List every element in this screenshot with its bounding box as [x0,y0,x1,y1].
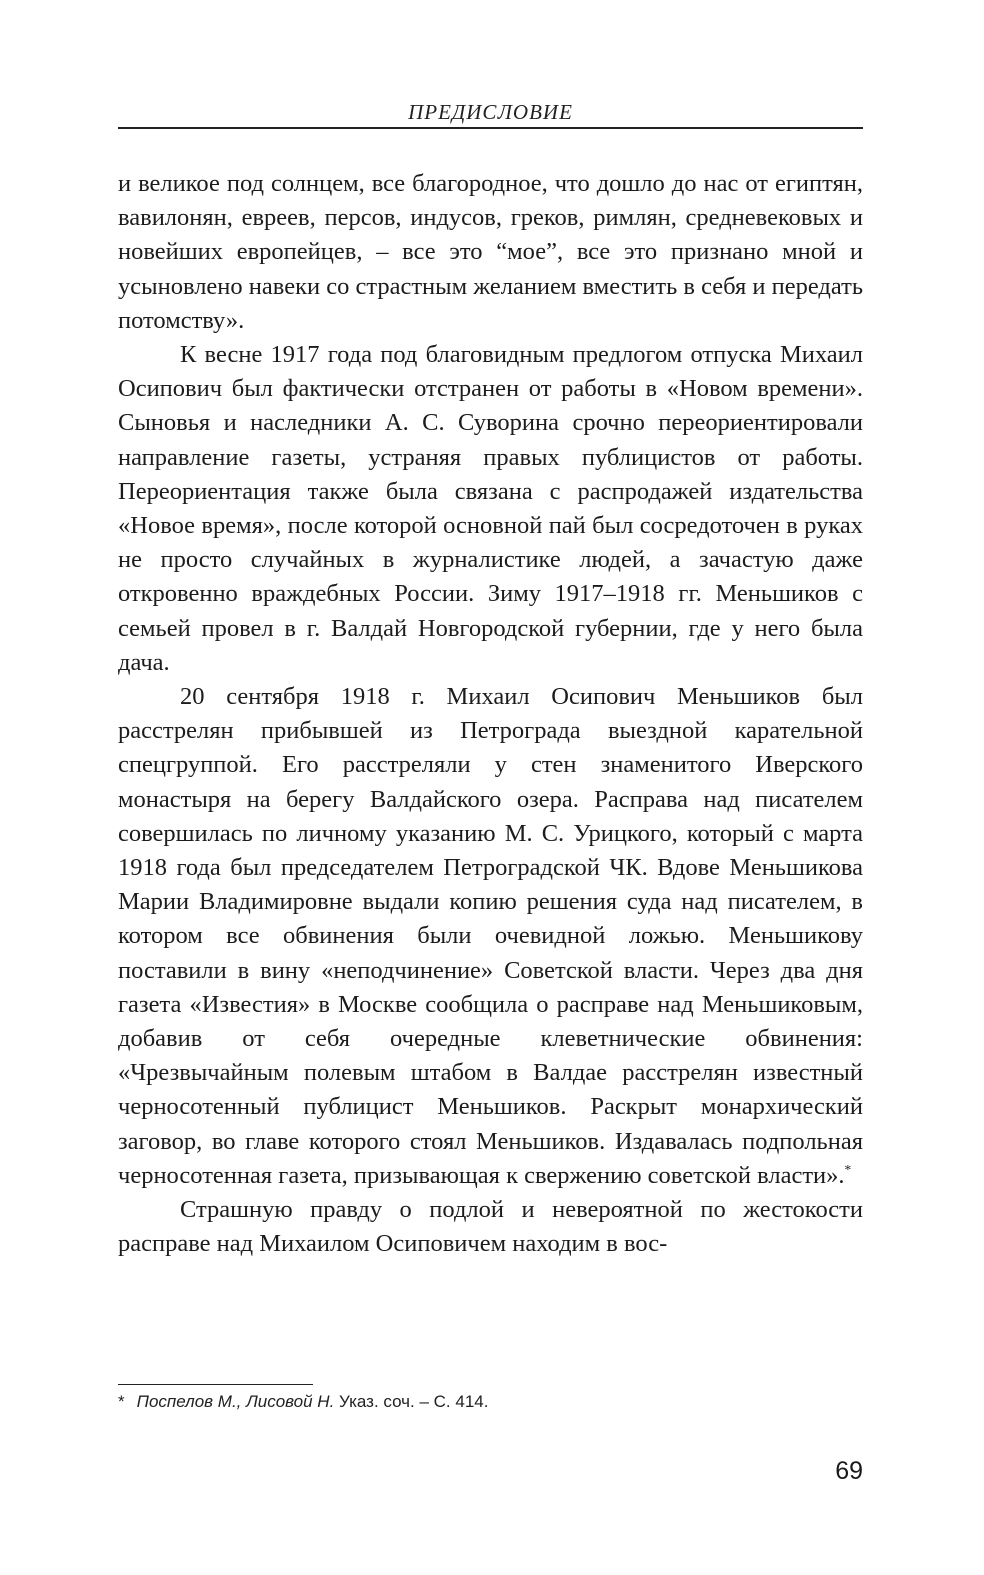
page-number: 69 [835,1457,863,1485]
footnote [118,1392,863,1412]
header-rule [118,127,863,129]
footnote-rule [118,1384,313,1385]
footnote-ref: * [844,1161,852,1177]
footnote-mark: * [118,1392,125,1411]
paragraph-4: Страшную правду о подлой и невероятной по жестокости расправе над Михаилом Осиповичем находим в вос- [118,1196,863,1258]
paragraph-3 [118,680,863,1193]
paragraph-1: и великое под солнцем, все благородное, что дошло до нас от египтян, вавилонян, евреев, персов, индусов, греков, римлян, средневековых и новейших европейцев, – все это “мое”, все это признано мной и усыновлено навеки со страстным желанием вместить в себя и передать потомству». [118,170,863,334]
running-header: ПРЕДИСЛОВИЕ [408,100,573,124]
footnote-reference: Указ. соч. – С. 414. [339,1392,489,1411]
body-text [118,167,863,1262]
paragraph-3-text: 20 сентября 1918 г. Михаил Осипович Меньшиков был расстрелян прибывшей из Петрограда выездной карательной спецгруппой. Его расстреляли у стен знаменитого Иверского монастыря на берегу Валдайского озера. Расправа над писателем совершилась по личному указанию М. С. Урицкого, который с марта 1918 года был председателем Петроградской ЧК. Вдове Меньшикова Марии Владимировне выдали копию решения суда над писателем, в котором все обвинения были очевидной ложью. Меньшикову поставили в вину «неподчинение» Советской власти. Через два дня газета «Известия» в Москве сообщила о расправе над Меньшиковым, добавив от себя очередные клеветнические обвинения: «Чрезвычайным полевым штабом в Валдае расстрелян известный черносотенный публицист Меньшиков. Раскрыт монархический заговор, во главе которого стоял Меньшиков. Издавалась подпольная черносотенная газета, призывающая к свержению советской власти». [118,683,863,1189]
footnote-authors: Поспелов М., Лисовой Н. [136,1392,335,1411]
paragraph-2: К весне 1917 года под благовидным предлогом отпуска Михаил Осипович был фактически отстранен от работы в «Новом времени». Сыновья и наследники А. С. Суворина срочно переориентировали направление газеты, устраняя правых публицистов от работы. Переориентация также была связана с распродажей издательства «Новое время», после которой основной пай был сосредоточен в руках не просто случайных в журналистике людей, а зачастую даже откровенно враждебных России. Зиму 1917–1918 гг. Меньшиков с семьей провел в г. Валдай Новгородской губернии, где у него была дача. [118,341,863,676]
